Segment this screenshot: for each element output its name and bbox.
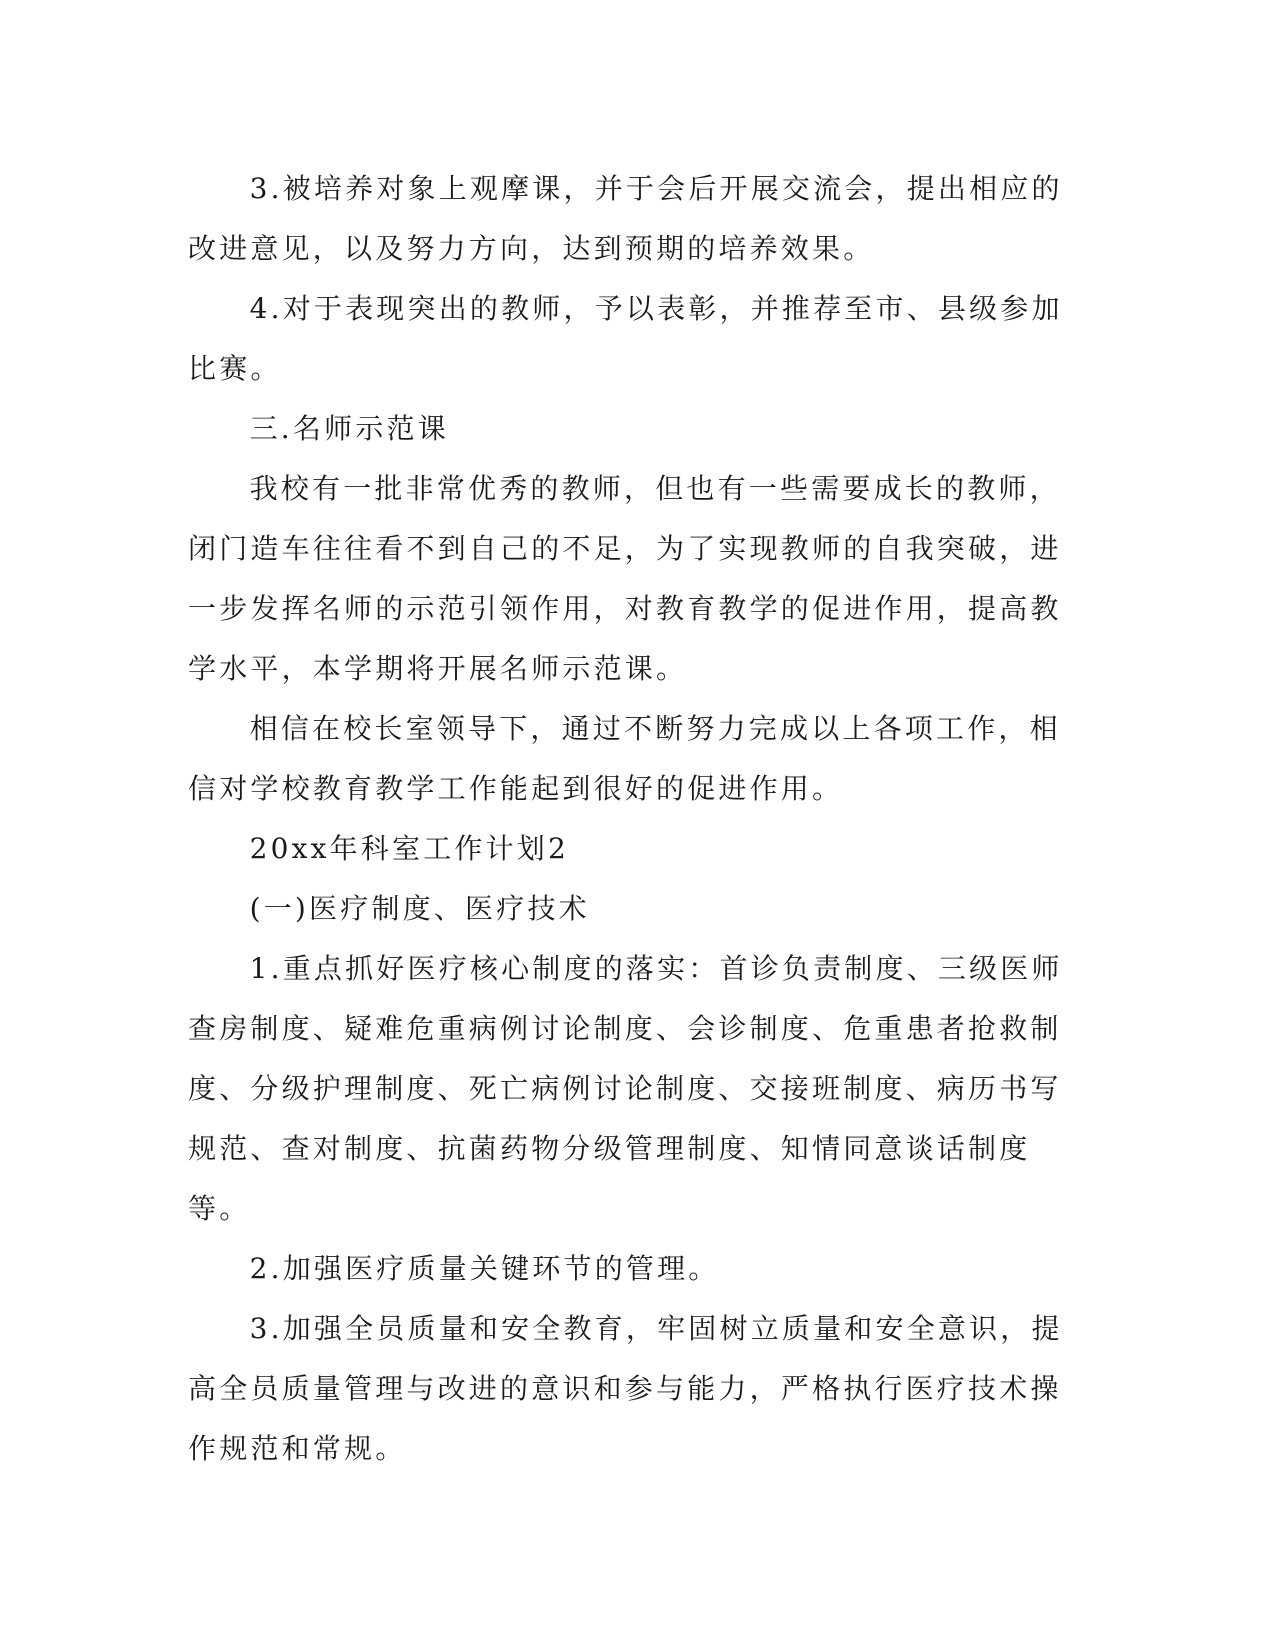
document-body — [188, 159, 1068, 1479]
paragraph-commendation: 4.对于表现突出的教师，予以表彰，并推荐至市、县级参加比赛。 — [188, 292, 1063, 385]
paragraph-conclusion: 相信在校长室领导下，通过不断努力完成以上各项工作，相信对学校教育教学工作能起到很好的促进作用。 — [188, 712, 1061, 805]
paragraph-quality-management: 2.加强医疗质量关键环节的管理。 — [249, 1252, 720, 1285]
document-subtitle: 20xx年科室工作计划2 — [249, 832, 570, 865]
paragraph-trainee-observation: 3.被培养对象上观摩课，并于会后开展交流会，提出相应的改进意见，以及努力方向，达到预期的培养效果。 — [188, 172, 1063, 265]
paragraph-safety-education: 3.加强全员质量和安全教育，牢固树立质量和安全意识，提高全员质量管理与改进的意识和参与能力，严格执行医疗技术操作规范和常规。 — [188, 1312, 1063, 1465]
paragraph-core-systems: 1.重点抓好医疗核心制度的落实：首诊负责制度、三级医师查房制度、疑难危重病例讨论制度、会诊制度、危重患者抢救制度、分级护理制度、死亡病例讨论制度、交接班制度、病历书写规范、查对制度、抗菌药物分级管理制度、知情同意谈话制度等。 — [188, 952, 1063, 1225]
section-heading-medical: (一)医疗制度、医疗技术 — [249, 892, 590, 925]
section-heading-famous-teacher: 三.名师示范课 — [249, 412, 449, 445]
paragraph-famous-teacher: 我校有一批非常优秀的教师，但也有一些需要成长的教师，闭门造车往往看不到自己的不足，为了实现教师的自我突破，进一步发挥名师的示范引领作用，对教育教学的促进作用，提高教学水平，本学期将开展名师示范课。 — [188, 472, 1062, 685]
